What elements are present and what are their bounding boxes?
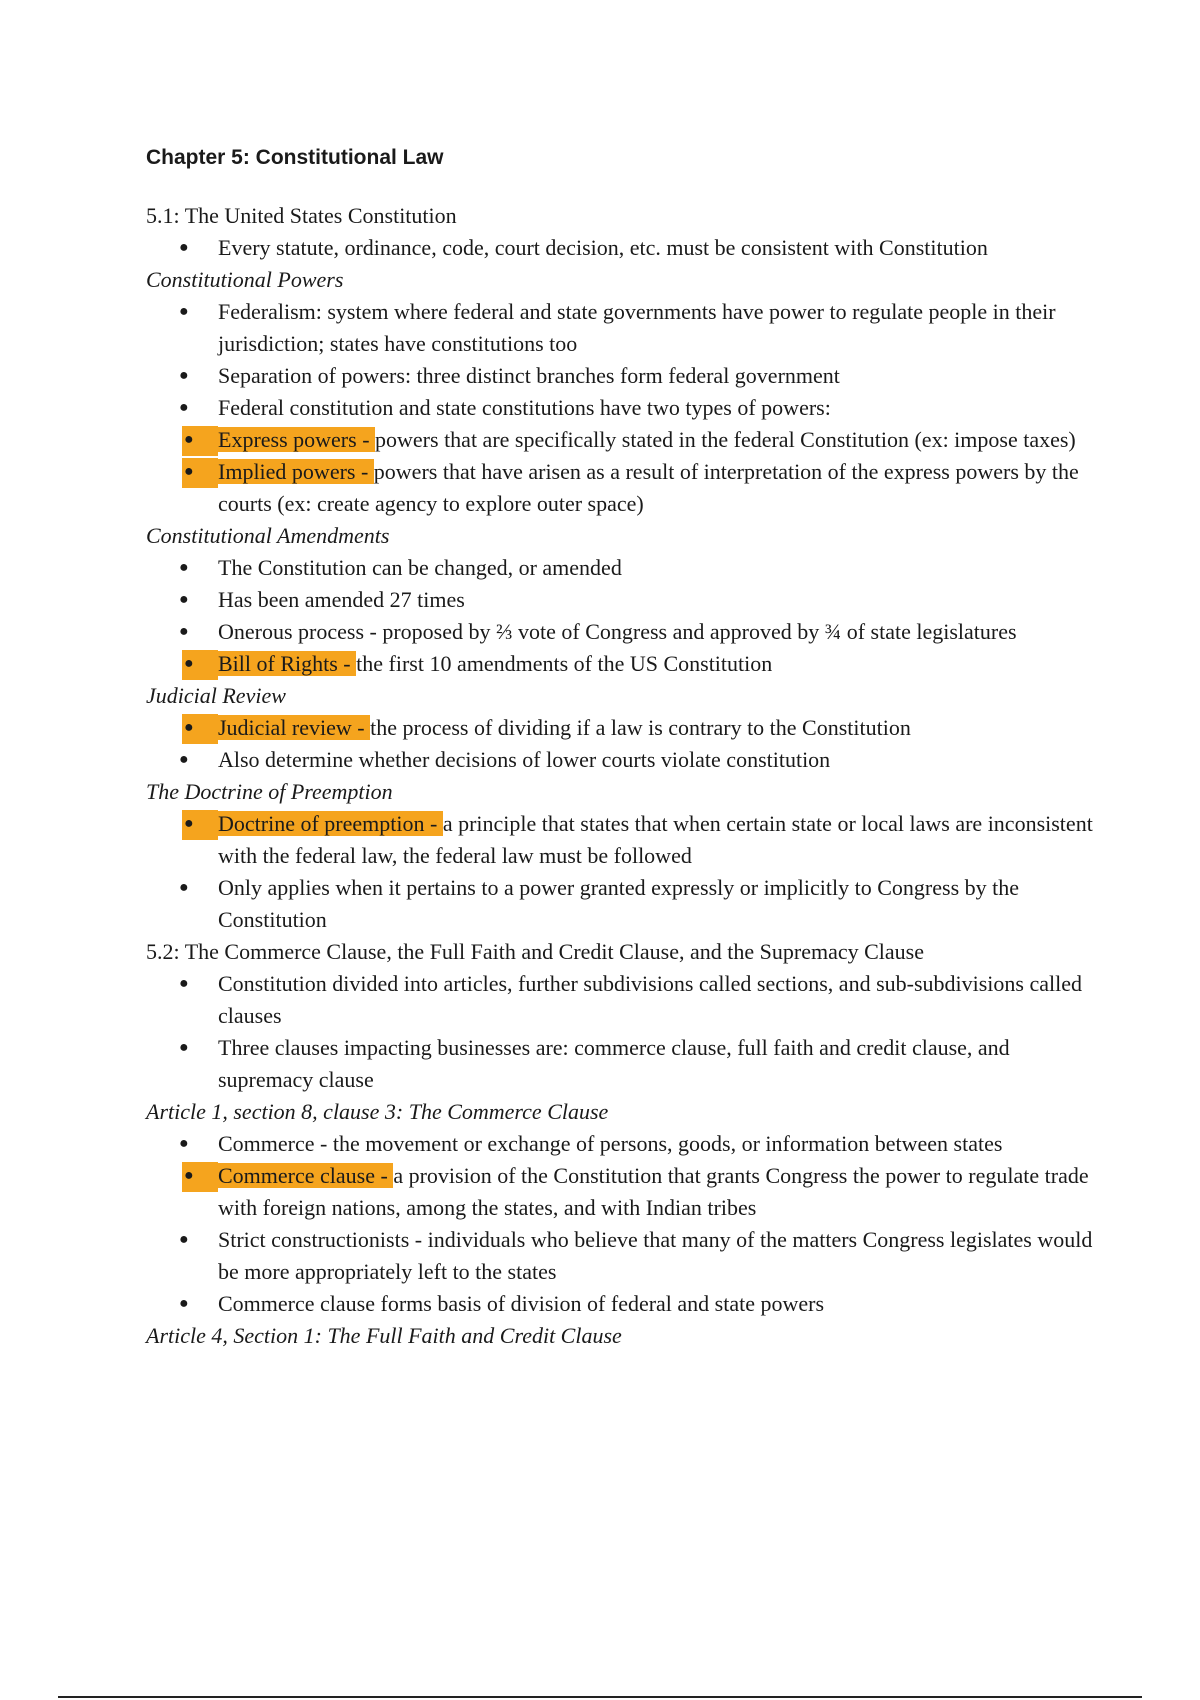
list-item [146, 1128, 1096, 1160]
bullet-icon: ● [179, 1231, 189, 1248]
list-item [146, 392, 1096, 424]
bullet-icon: ● [179, 1039, 189, 1056]
subsection-heading: The Doctrine of Preemption [146, 779, 393, 804]
definition-text: the process of dividing if a law is contrary to the Constitution [370, 715, 911, 740]
bullet-list [146, 1128, 1096, 1320]
bullet-text: Strict constructionists - individuals who believe that many of the matters Congress legislates would be more appropriately left to the states [218, 1227, 1093, 1284]
bullet-list [146, 808, 1096, 936]
highlighted-term: Implied powers - [218, 459, 374, 484]
list-item [146, 584, 1096, 616]
highlighted-term: Commerce clause - [218, 1163, 394, 1188]
definition-text: the first 10 amendments of the US Constitution [356, 651, 773, 676]
chapter-title: Chapter 5: Constitutional Law [146, 146, 444, 169]
bullet-icon: ● [179, 1135, 189, 1152]
list-item [146, 360, 1096, 392]
list-item [146, 1224, 1096, 1288]
list-item [146, 552, 1096, 584]
bullet-text: Separation of powers: three distinct branches form federal government [218, 363, 840, 388]
section-heading: 5.2: The Commerce Clause, the Full Faith and Credit Clause, and the Supremacy Clause [146, 939, 924, 964]
bullet-icon: ● [179, 623, 189, 640]
bullet-text: Federal constitution and state constitutions have two types of powers: [218, 395, 831, 420]
bullet-icon: ● [179, 879, 189, 896]
document-body [146, 200, 1096, 1352]
definition-text: a principle that states that when certain state or local laws are inconsistent with the federal law, the federal law must be followed [218, 811, 1093, 868]
highlighted-term: Express powers - [218, 427, 376, 452]
definition-item [146, 456, 1096, 520]
bullet-text: The Constitution can be changed, or amended [218, 555, 622, 580]
list-item [146, 616, 1096, 648]
bullet-list [146, 968, 1096, 1096]
definition-item [146, 424, 1096, 456]
bullet-text: Commerce clause forms basis of division of federal and state powers [218, 1291, 825, 1316]
highlighted-term: Judicial review - [218, 715, 371, 740]
bullet-list [146, 296, 1096, 520]
bullet-list [146, 232, 1096, 264]
bullet-icon: ● [179, 559, 189, 576]
list-item [146, 1288, 1096, 1320]
bullet-text: Onerous process - proposed by ⅔ vote of Congress and approved by ¾ of state legislatures [218, 619, 1017, 644]
subsection-heading: Constitutional Amendments [146, 523, 390, 548]
section-heading: 5.1: The United States Constitution [146, 203, 457, 228]
bullet-icon: ● [179, 751, 189, 768]
bullet-list [146, 712, 1096, 776]
definition-text: powers that are specifically stated in the federal Constitution (ex: impose taxes) [375, 427, 1076, 452]
bullet-icon: ● [179, 303, 189, 320]
bullet-list [146, 552, 1096, 680]
list-item [146, 296, 1096, 360]
highlighted-term: Doctrine of preemption - [218, 811, 443, 836]
bullet-text: Every statute, ordinance, code, court decision, etc. must be consistent with Constitution [218, 235, 988, 260]
bullet-icon: ● [184, 463, 194, 480]
bullet-icon: ● [179, 975, 189, 992]
bullet-text: Commerce - the movement or exchange of persons, goods, or information between states [218, 1131, 1003, 1156]
bullet-icon: ● [179, 399, 189, 416]
bullet-icon: ● [179, 367, 189, 384]
definition-item [146, 808, 1096, 872]
bullet-text: Constitution divided into articles, further subdivisions called sections, and sub-subdivisions called clauses [218, 971, 1082, 1028]
definition-text: a provision of the Constitution that grants Congress the power to regulate trade with foreign nations, among the states, and with Indian tribes [218, 1163, 1089, 1220]
bullet-text: Federalism: system where federal and state governments have power to regulate people in their jurisdiction; states have constitutions too [218, 299, 1056, 356]
bullet-icon: ● [184, 431, 194, 448]
definition-item [146, 648, 1096, 680]
definition-item [146, 712, 1096, 744]
highlighted-term: Bill of Rights - [218, 651, 357, 676]
bullet-icon: ● [179, 239, 189, 256]
subsection-heading: Judicial Review [146, 683, 286, 708]
bullet-icon: ● [184, 719, 194, 736]
subsection-heading: Article 4, Section 1: The Full Faith and Credit Clause [146, 1323, 622, 1348]
list-item [146, 1032, 1096, 1096]
bullet-icon: ● [184, 815, 194, 832]
subsection-heading: Constitutional Powers [146, 267, 344, 292]
bullet-icon: ● [184, 655, 194, 672]
list-item [146, 872, 1096, 936]
definition-text: powers that have arisen as a result of interpretation of the express powers by the courts (ex: create agency to explore outer space) [218, 459, 1079, 516]
bullet-icon: ● [179, 591, 189, 608]
list-item [146, 744, 1096, 776]
page-bottom-rule [58, 1696, 1142, 1698]
list-item [146, 232, 1096, 264]
bullet-icon: ● [184, 1167, 194, 1184]
subsection-heading: Article 1, section 8, clause 3: The Commerce Clause [146, 1099, 609, 1124]
bullet-icon: ● [179, 1295, 189, 1312]
definition-item [146, 1160, 1096, 1224]
bullet-text: Also determine whether decisions of lower courts violate constitution [218, 747, 831, 772]
bullet-text: Three clauses impacting businesses are: commerce clause, full faith and credit clause, and supremacy clause [218, 1035, 1010, 1092]
document-page [146, 140, 1096, 1352]
bullet-text: Only applies when it pertains to a power granted expressly or implicitly to Congress by the Constitution [218, 875, 1020, 932]
bullet-text: Has been amended 27 times [218, 587, 465, 612]
list-item [146, 968, 1096, 1032]
